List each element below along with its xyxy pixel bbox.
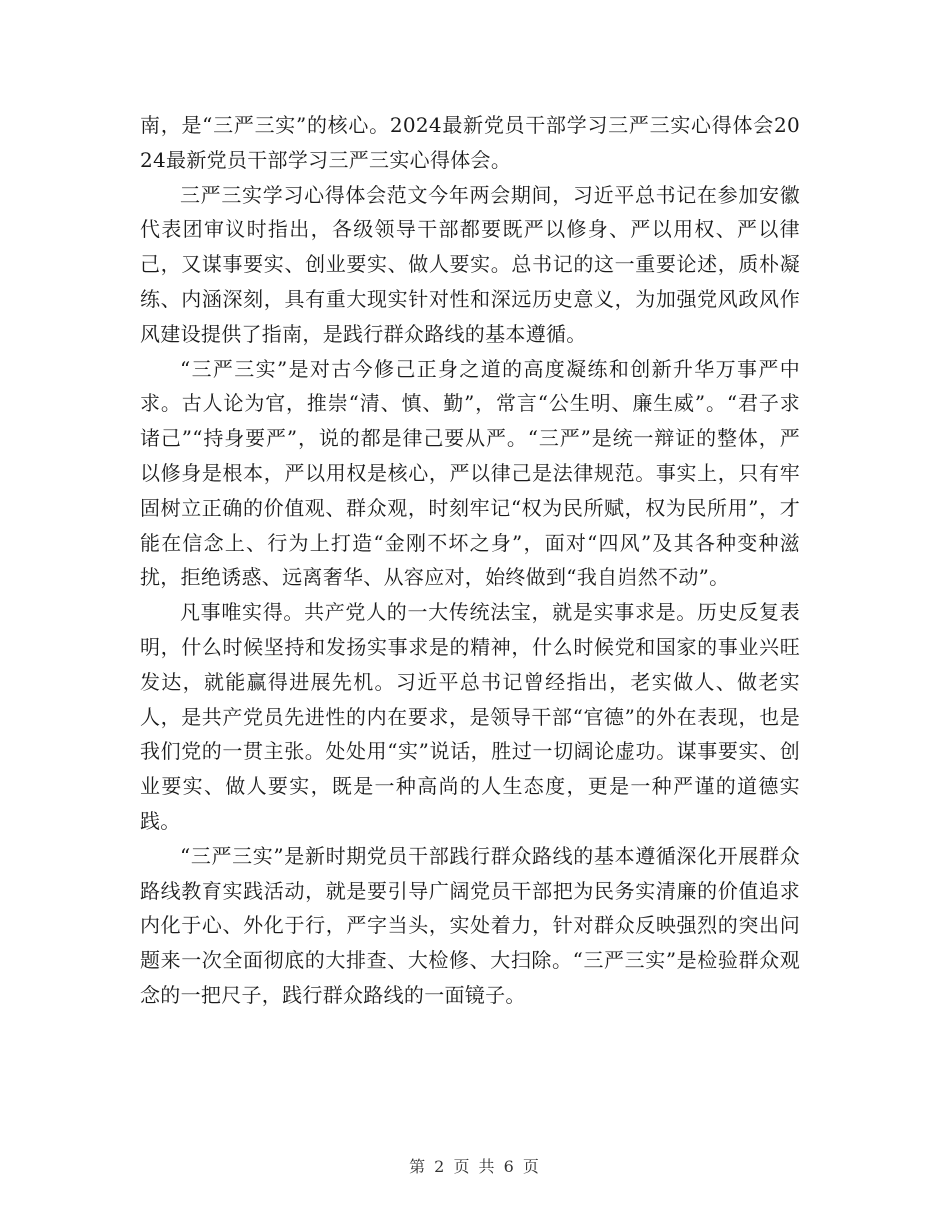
document-body <box>140 108 800 1013</box>
page-number-footer: 第 2 页 共 6 页 <box>409 1157 541 1176</box>
paragraph-4: 凡事唯实得。共产党人的一大传统法宝，就是实事求是。历史反复表明，什么时候坚持和发扬实事求是的精神，什么时候党和国家的事业兴旺发达，就能赢得进展先机。习近平总书记曾经指出，老实做人、做老实人，是共产党员先进性的内在要求，是领导干部“官德”的外在表现，也是我们党的一贯主张。处处用“实”说话，胜过一切阔论虚功。谋事要实、创业要实、做人要实，既是一种高尚的人生态度，更是一种严谨的道德实践。 <box>140 600 800 833</box>
paragraph-5: “三严三实”是新时期党员干部践行群众路线的基本遵循深化开展群众路线教育实践活动，就是要引导广阔党员干部把为民务实清廉的价值追求内化于心、外化于行，严字当头，实处着力，针对群众反映强烈的突出问题来一次全面彻底的大排查、大检修、大扫除。“三严三实”是检验群众观念的一把尺子，践行群众路线的一面镜子。 <box>140 843 800 1007</box>
paragraph-1: 南，是“三严三实”的核心。2024最新党员干部学习三严三实心得体会2024最新党员干部学习三严三实心得体会。 <box>140 113 800 172</box>
paragraph-2: 三严三实学习心得体会范文今年两会期间，习近平总书记在参加安徽代表团审议时指出，各级领导干部都要既严以修身、严以用权、严以律己，又谋事要实、创业要实、做人要实。总书记的这一重要论述，质朴凝练、内涵深刻，具有重大现实针对性和深远历史意义，为加强党风政风作风建设提供了指南，是践行群众路线的基本遵循。 <box>140 182 800 346</box>
paragraph-3: “三严三实”是对古今修己正身之道的高度凝练和创新升华万事严中求。古人论为官，推崇“清、慎、勤”，常言“公生明、廉生威”。“君子求诸己”“持身要严”，说的都是律己要从严。“三严”是统一辩证的整体，严以修身是根本，严以用权是核心，严以律己是法律规范。事实上，只有牢固树立正确的价值观、群众观，时刻牢记“权为民所赋，权为民所用”，才能在信念上、行为上打造“金刚不坏之身”，面对“四风”及其各种变种滋扰，拒绝诱惑、远离奢华、从容应对，始终做到“我自岿然不动”。 <box>140 356 800 590</box>
